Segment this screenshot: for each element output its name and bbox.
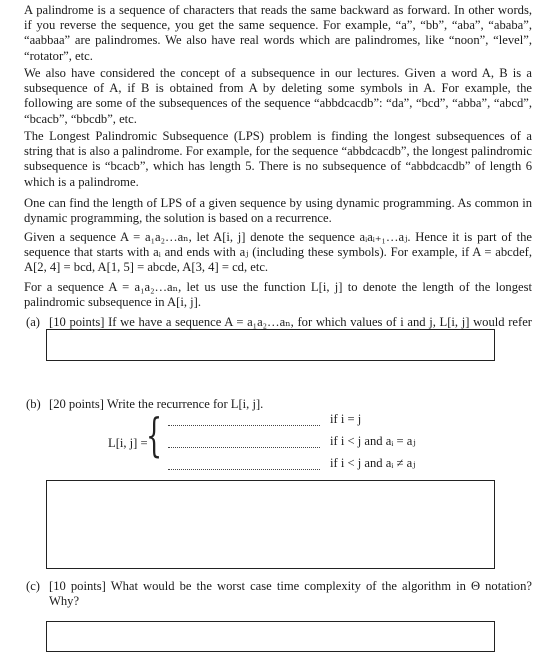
- question-b-text: [20 points] Write the recurrence for L[i, j].: [49, 397, 264, 411]
- question-c-text: [10 points] What would be the worst case time complexity of the algorithm in Θ notation? Why?: [49, 579, 532, 609]
- function-definition-paragraph: For a sequence A = a₁a₂…aₙ, let us use the function L[i, j] to denote the length of the longest palindromic subsequence in A[i, j].: [24, 280, 532, 310]
- question-c-label: (c): [26, 579, 40, 593]
- case-1-condition: if i = j: [330, 412, 362, 426]
- case-2-blank[interactable]: [168, 446, 320, 448]
- lps-definition-paragraph: The Longest Palindromic Subsequence (LPS) problem is finding the longest subsequences of a string that is also a palindrome. For example, for the sequence “abbdcacdb”, the longest palindromic subsequence is “bcacb”, which has length 5. There is no subsequence of “abbdcacdb” of length 6 which is a palindrome.: [24, 129, 532, 189]
- intro-palindrome-paragraph: A palindrome is a sequence of characters that reads the same backward as forward. In other words, if you reverse the sequence, you get the same sequence. For example, “a”, “bb”, “aba”, “ababa”, “aabbaa” are palindromes. We also have real words which are palindromes, like “noon”, “level”, “rotator”, etc.: [24, 3, 532, 63]
- case-3-blank[interactable]: [168, 468, 320, 470]
- question-a-label: (a): [26, 315, 40, 329]
- case-3-condition: if i < j and aᵢ ≠ aⱼ: [330, 456, 416, 470]
- subsequence-paragraph: We also have considered the concept of a subsequence in our lectures. Given a word A, B is a subsequence of A, if B is obtained from A by deleting some symbols in A. For example, the following are some of the subsequences of the sequence “abbdcacdb”: “da”, “bcd”, “abba”, “abcd”, “bcacb”, “bbcdb”, etc.: [24, 66, 532, 126]
- dynamic-programming-paragraph: One can find the length of LPS of a given sequence by using dynamic programming. As common in dynamic programming, the solution is based on a recurrence.: [24, 196, 532, 226]
- question-b-answer-box[interactable]: [46, 480, 495, 569]
- case-2-condition: if i < j and aᵢ = aⱼ: [330, 434, 416, 448]
- question-b: [24, 397, 532, 412]
- question-c: [24, 579, 532, 609]
- question-a-answer-box[interactable]: [46, 329, 495, 361]
- case-1-blank[interactable]: [168, 424, 320, 426]
- question-b-label: (b): [26, 397, 41, 411]
- question-a-text: [10 points] If we have a sequence A = a₁a₂…aₙ, for which values of i and j, L[i, j] would refer: [49, 315, 532, 329]
- left-brace-icon: {: [146, 408, 163, 462]
- recurrence-lhs: L[i, j] =: [108, 436, 148, 450]
- question-c-answer-box[interactable]: [46, 621, 495, 652]
- subsequence-notation-paragraph: Given a sequence A = a₁a₂…aₙ, let A[i, j] denote the sequence aᵢaᵢ₊₁…aⱼ. Hence it is part of the sequence that starts with aᵢ and ends with aⱼ (including these symbols). For example, if A = abcdef, A[2, 4] = bcd, A[1, 5] = abcde, A[3, 4] = cd, etc.: [24, 230, 532, 275]
